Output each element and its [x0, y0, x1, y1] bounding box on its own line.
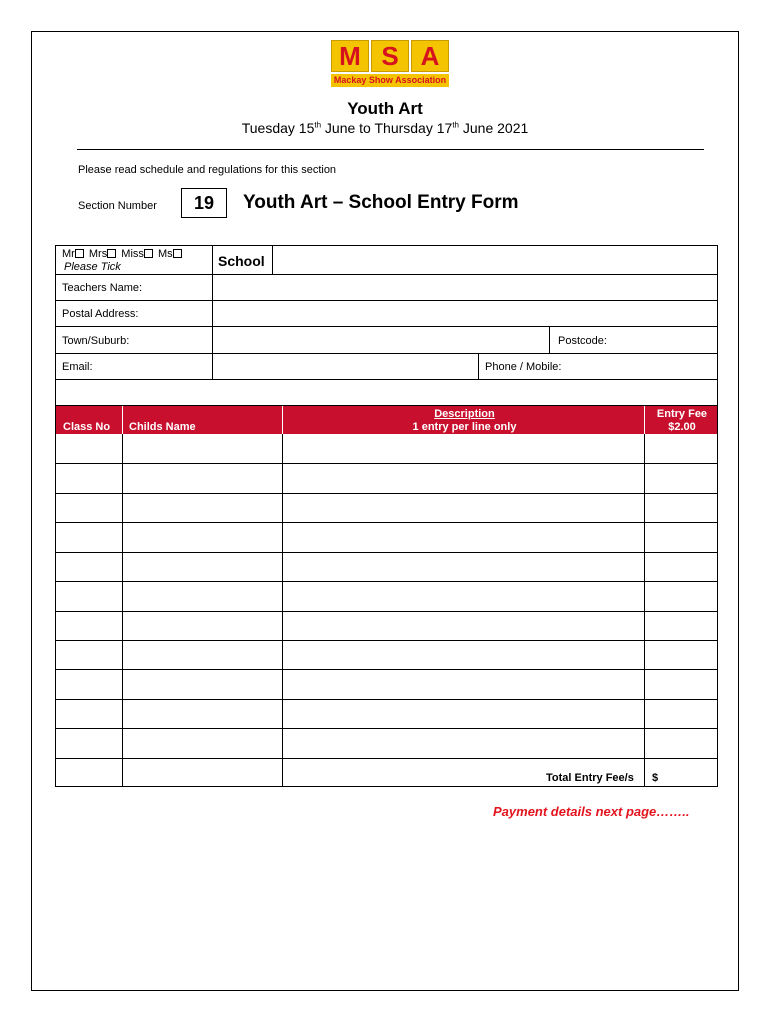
entry-cell[interactable] — [645, 612, 717, 640]
title-ms-checkbox[interactable] — [173, 249, 182, 258]
entry-cell[interactable] — [123, 523, 282, 551]
entry-cell[interactable] — [123, 553, 282, 581]
entry-cell[interactable] — [645, 729, 717, 757]
postal-address-field[interactable] — [213, 301, 717, 326]
divider — [77, 149, 704, 150]
title-miss-checkbox[interactable] — [144, 249, 153, 258]
entry-cell[interactable] — [57, 759, 122, 787]
please-tick-label: Please Tick — [64, 261, 121, 273]
entry-cell[interactable] — [57, 464, 122, 492]
logo-letter: A — [411, 40, 449, 72]
logo-tagline: Mackay Show Association — [331, 74, 449, 87]
email-field[interactable] — [213, 354, 478, 379]
page-title: Youth Art — [347, 99, 423, 118]
school-label: School — [218, 253, 265, 269]
entry-cell[interactable] — [57, 553, 122, 581]
entry-cell[interactable] — [123, 700, 282, 728]
entry-cell[interactable] — [645, 464, 717, 492]
header-column-divider — [122, 406, 123, 434]
title-mrs-checkbox[interactable] — [107, 249, 116, 258]
payment-details-note: Payment details next page…….. — [493, 804, 690, 819]
town-suburb-label: Town/Suburb: — [62, 335, 130, 347]
entry-cell[interactable] — [123, 464, 282, 492]
entry-cell[interactable] — [123, 759, 282, 787]
entry-cell[interactable] — [283, 464, 644, 492]
entry-cell[interactable] — [123, 729, 282, 757]
entry-cell[interactable] — [645, 700, 717, 728]
entry-cell[interactable] — [645, 641, 717, 669]
teachers-name-label: Teachers Name: — [62, 282, 143, 294]
entry-cell[interactable] — [57, 435, 122, 463]
entry-cell[interactable] — [283, 700, 644, 728]
title-mrs-label: Mrs — [88, 248, 108, 260]
header-column-divider — [282, 406, 283, 434]
entries-table — [55, 406, 718, 787]
description-header: Description — [434, 408, 495, 420]
school-field[interactable] — [273, 246, 717, 274]
entry-cell[interactable] — [283, 612, 644, 640]
title-mr-label: Mr — [62, 248, 75, 260]
event-dates: Tuesday 15th June to Thursday 17th June 2021 — [241, 120, 529, 136]
entry-cell[interactable] — [283, 494, 644, 522]
msa-logo — [331, 40, 449, 88]
entry-cell[interactable] — [123, 494, 282, 522]
town-suburb-field[interactable] — [213, 327, 549, 353]
title-options — [62, 248, 184, 260]
entry-cell[interactable] — [57, 729, 122, 757]
entry-cell[interactable] — [57, 641, 122, 669]
entry-cell[interactable] — [57, 494, 122, 522]
entry-fee-amount: $2.00 — [668, 421, 696, 433]
email-label: Email: — [62, 361, 93, 373]
entry-cell[interactable] — [645, 670, 717, 698]
entry-cell[interactable] — [123, 670, 282, 698]
description-subheader: 1 entry per line only — [412, 421, 517, 433]
entry-cell[interactable] — [57, 582, 122, 610]
entry-cell[interactable] — [283, 553, 644, 581]
entry-cell[interactable] — [123, 612, 282, 640]
entry-fee-header: Entry Fee — [656, 408, 708, 420]
entry-cell[interactable] — [57, 523, 122, 551]
title-mr-checkbox[interactable] — [75, 249, 84, 258]
entry-cell[interactable] — [645, 582, 717, 610]
entry-cell[interactable] — [645, 523, 717, 551]
entry-cell[interactable] — [283, 641, 644, 669]
logo-letter: M — [331, 40, 369, 72]
entry-cell[interactable] — [645, 494, 717, 522]
title-miss-label: Miss — [121, 248, 144, 260]
entry-cell[interactable] — [283, 670, 644, 698]
entry-cell[interactable] — [645, 553, 717, 581]
entry-cell[interactable] — [123, 435, 282, 463]
entry-cell[interactable] — [57, 700, 122, 728]
title-ms-label: Ms — [157, 248, 173, 260]
childs-name-header: Childs Name — [129, 421, 196, 433]
teachers-name-field[interactable] — [213, 275, 717, 300]
entry-cell[interactable] — [123, 641, 282, 669]
entry-cell[interactable] — [123, 582, 282, 610]
entry-cell[interactable] — [283, 435, 644, 463]
form-title: Youth Art – School Entry Form — [243, 192, 519, 213]
postcode-label: Postcode: — [558, 335, 607, 347]
section-number-label: Section Number — [78, 200, 157, 212]
header-column-divider — [644, 406, 645, 434]
total-currency: $ — [652, 772, 659, 784]
section-number-box: 19 — [181, 188, 227, 218]
entry-cell[interactable] — [283, 523, 644, 551]
schedule-note: Please read schedule and regulations for this section — [78, 164, 337, 176]
entry-cell[interactable] — [57, 670, 122, 698]
entry-cell[interactable] — [57, 612, 122, 640]
postal-address-label: Postal Address: — [62, 308, 139, 320]
entry-cell[interactable] — [645, 435, 717, 463]
logo-letter: S — [371, 40, 409, 72]
total-entry-fee-label: Total Entry Fee/s — [546, 772, 634, 784]
phone-mobile-label: Phone / Mobile: — [485, 361, 562, 373]
contact-details-table — [55, 245, 718, 406]
class-no-header: Class No — [63, 421, 111, 433]
entry-cell[interactable] — [283, 582, 644, 610]
entry-cell[interactable] — [283, 729, 644, 757]
